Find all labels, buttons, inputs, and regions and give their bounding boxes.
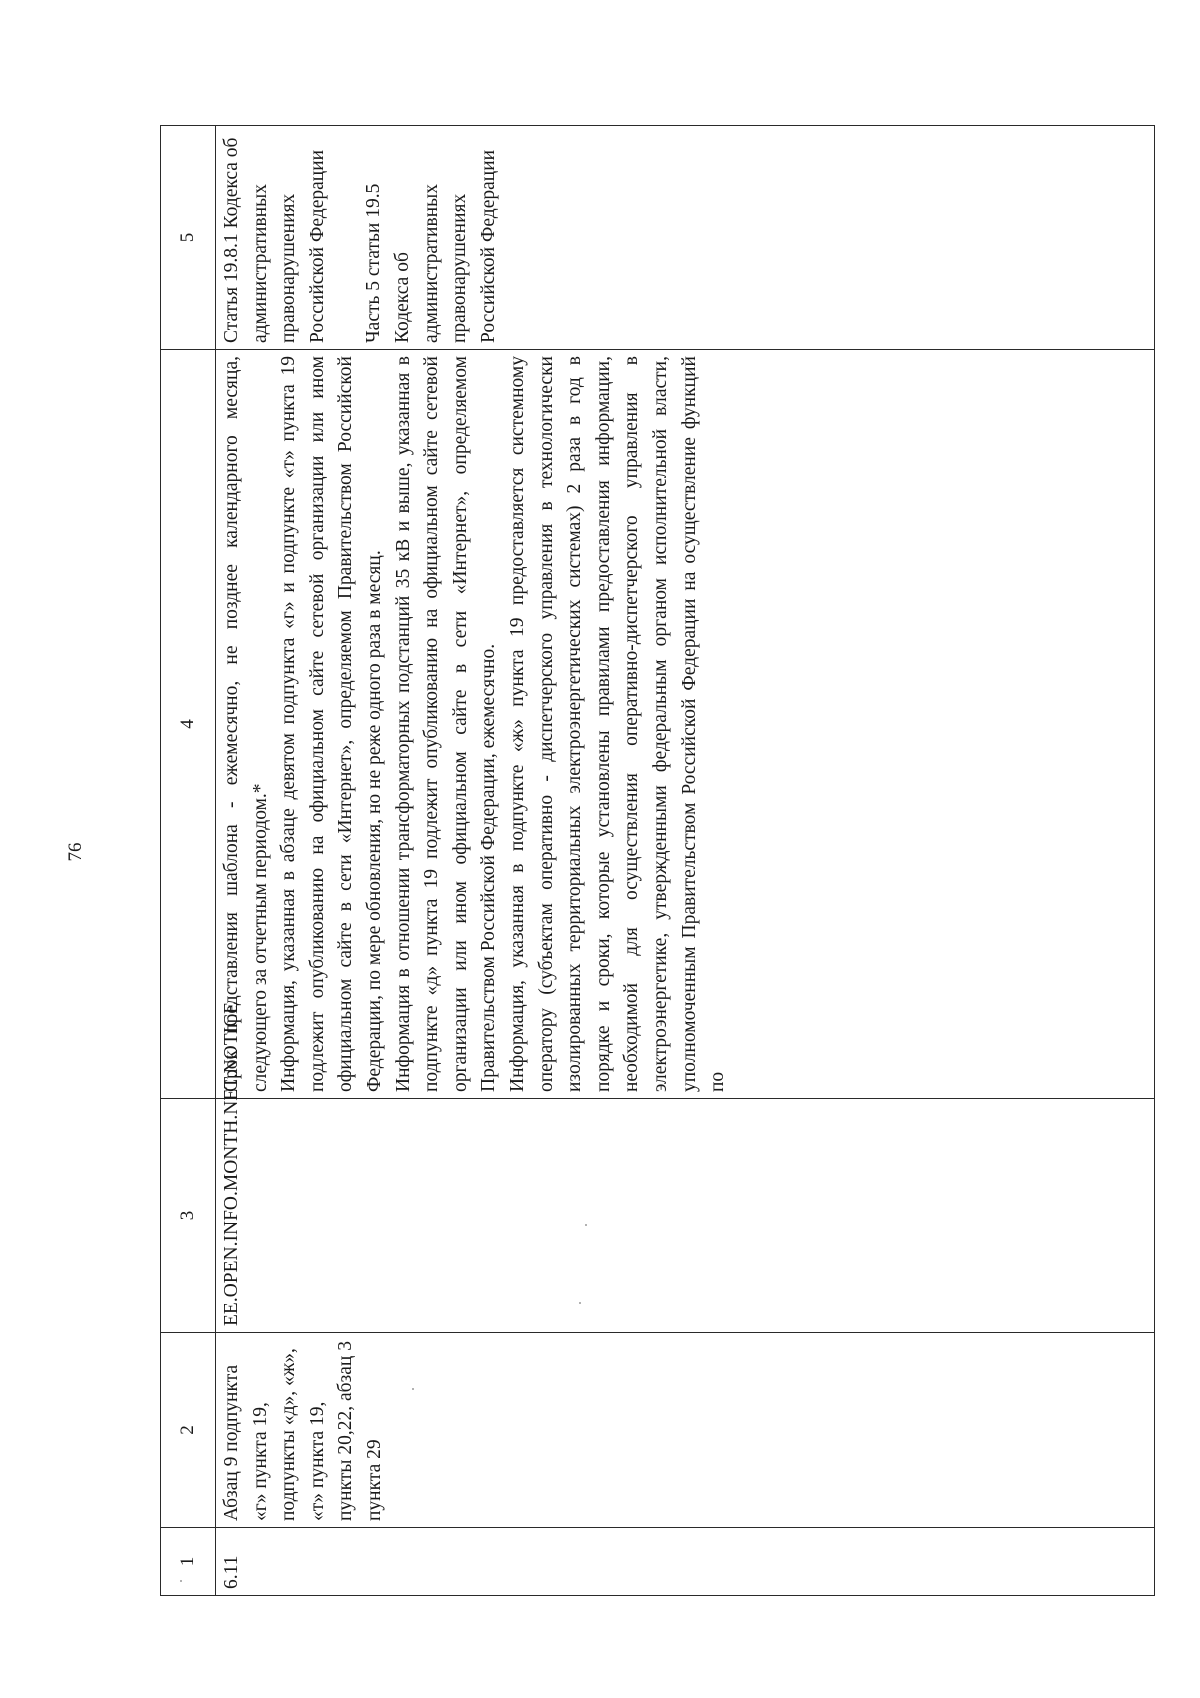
row-number: 6.11 — [216, 1528, 1155, 1596]
description-cell — [216, 350, 1155, 1099]
liability-cell — [216, 126, 1155, 350]
description-paragraph: Информация, указанная в абзаце девятом подпункта «г» и подпункте «т» пункта 19 подлежит опубликованию на официальном сайте сетевой организации или ином официальном сайте в сети «Интернет», определяемом Правительством Российской Федерации, по мере обновления, но не реже одного раза в месяц. — [278, 356, 385, 1092]
description-paragraph: Информация в отношении трансформаторных подстанций 35 кВ и выше, указанная в подпункте «д» пункта 19 подлежит опубликованию на официальном сайте сетевой организации или ином официальном сайте в сети «Интернет», определяемом Правительством Российской Федерации, ежемесячно. — [392, 356, 500, 1092]
liability-reference: Статья 19.8.1 Кодекса об административных правонарушениях Российской Федерации — [221, 137, 328, 343]
column-header-1: 1 — [161, 1528, 216, 1596]
column-header-4: 4 — [161, 350, 216, 1099]
legal-basis-cell: Абзац 9 подпункта «г» пункта 19, подпункты «д», «ж», «т» пункта 19, пункты 20,22, абзац 3 пункта 29 — [216, 1333, 1155, 1528]
page-number: 76 — [65, 842, 86, 862]
column-header-2: 2 — [161, 1333, 216, 1528]
liability-reference: Часть 5 статьи 19.5 Кодекса об административных правонарушениях Российской Федерации — [363, 149, 499, 343]
description-paragraph: Информация, указанная в подпункте «ж» пункта 19 предоставляется системному оператору (субъектам оперативно - диспетчерского управления в технологически изолированных территориальных электроэнергетических системах) 2 раза в год в порядке и сроки, которые установлены правилами предоставления информации, необходимой для осуществления оперативно-диспетчерского управления в электроэнергетике, утвержденными федеральным органом исполнительной власти, уполномоченным Правительством Российской Федерации на осуществление функций по — [506, 356, 729, 1092]
table-row — [216, 126, 1155, 1596]
table-header-row — [161, 126, 216, 1596]
rotated-table-sheet — [160, 126, 1155, 1596]
template-code-cell: EE.OPEN.INFO.MONTH.NET.NOTICE — [216, 1099, 1155, 1333]
column-header-5: 5 — [161, 126, 216, 350]
description-paragraph: Срок представления шаблона - ежемесячно, не позднее календарного месяца, следующего за отчетным периодом.* — [221, 356, 271, 1092]
document-table — [160, 125, 1155, 1596]
column-header-3: 3 — [161, 1099, 216, 1333]
